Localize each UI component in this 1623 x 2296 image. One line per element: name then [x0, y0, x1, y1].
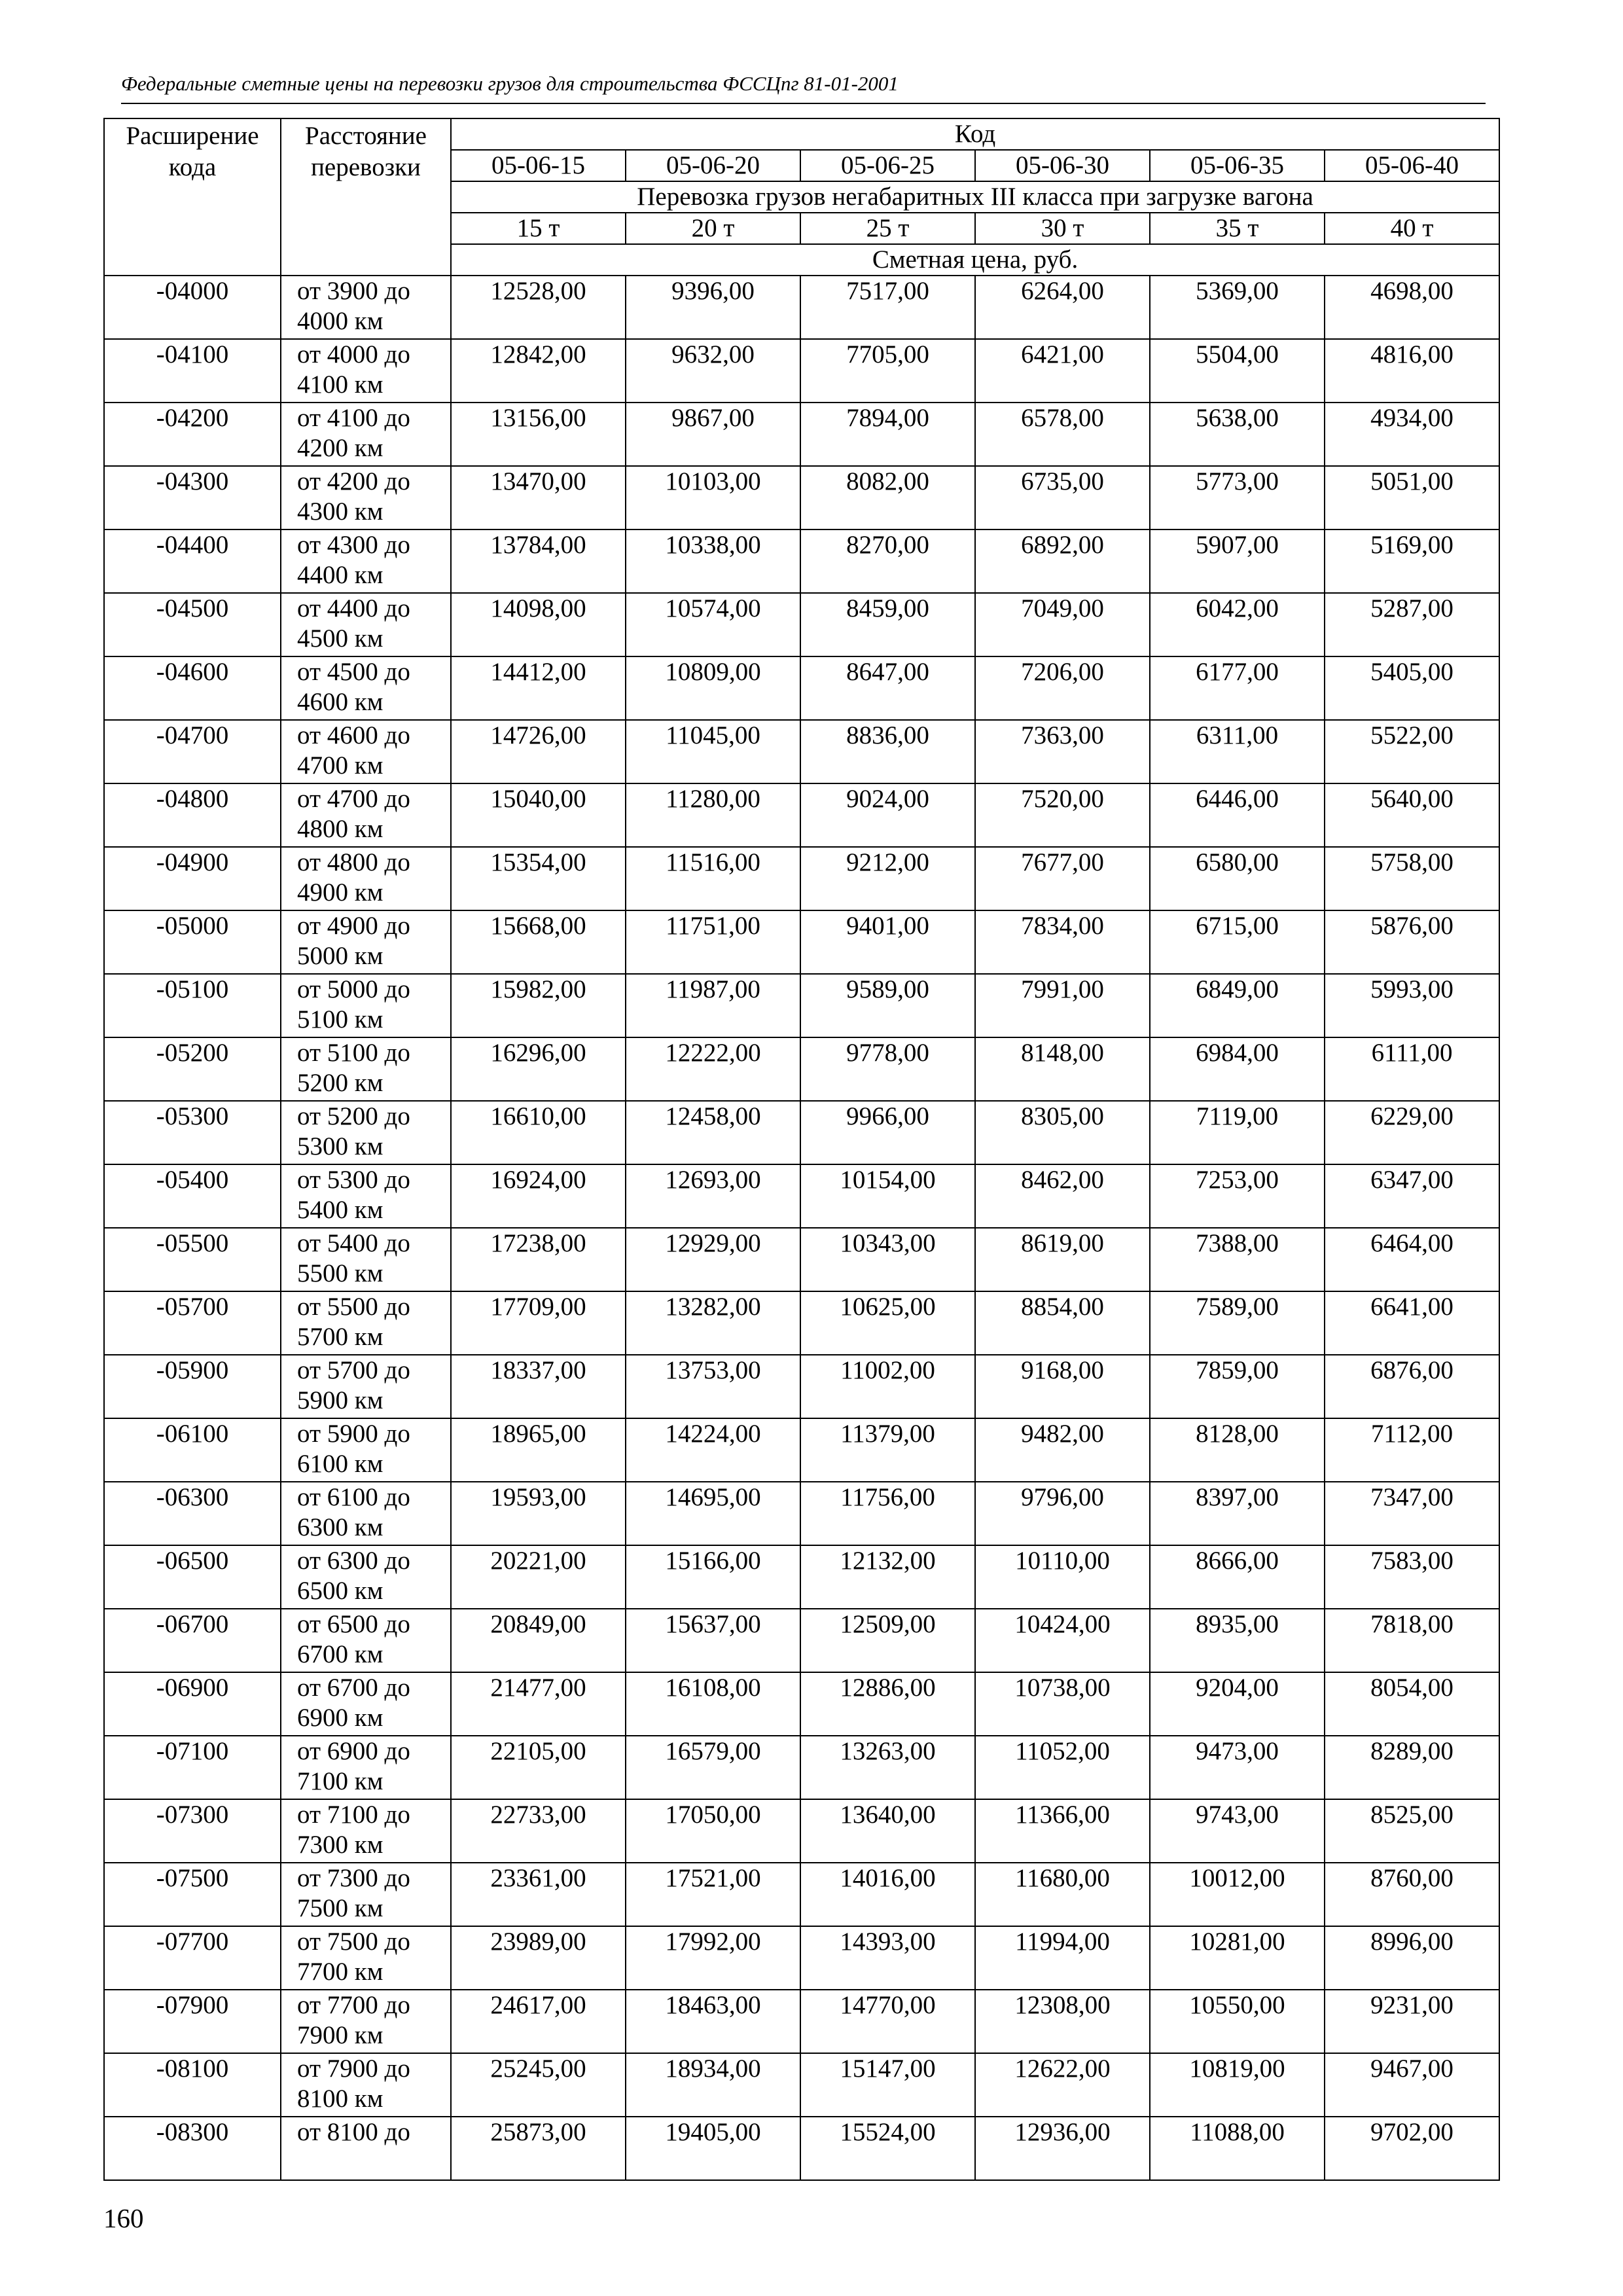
price-cell: 13282,00	[626, 1291, 800, 1355]
price-cell: 14393,00	[800, 1926, 975, 1990]
price-cell: 8128,00	[1150, 1418, 1325, 1482]
code-extension: -04600	[104, 656, 281, 720]
distance-range: от 4800 до 4900 км	[281, 847, 451, 910]
price-cell: 11002,00	[800, 1355, 975, 1418]
price-cell: 13753,00	[626, 1355, 800, 1418]
distance-range: от 7300 до 7500 км	[281, 1863, 451, 1926]
price-cell: 9966,00	[800, 1101, 975, 1164]
price-cell: 10012,00	[1150, 1863, 1325, 1926]
price-cell: 12222,00	[626, 1037, 800, 1101]
price-cell: 5638,00	[1150, 403, 1325, 466]
price-cell: 9401,00	[800, 910, 975, 974]
price-cell: 7206,00	[975, 656, 1150, 720]
price-cell: 9231,00	[1325, 1990, 1499, 2053]
header-load-5: 35 т	[1150, 213, 1325, 244]
code-extension: -06500	[104, 1545, 281, 1609]
table-row	[104, 1926, 1499, 1990]
price-cell: 7859,00	[1150, 1355, 1325, 1418]
header-load-2: 20 т	[626, 213, 800, 244]
code-extension: -05400	[104, 1164, 281, 1228]
distance-range: от 5900 до 6100 км	[281, 1418, 451, 1482]
price-cell: 11680,00	[975, 1863, 1150, 1926]
price-cell: 17050,00	[626, 1799, 800, 1863]
price-cell: 11052,00	[975, 1736, 1150, 1799]
price-cell: 10625,00	[800, 1291, 975, 1355]
price-cell: 6892,00	[975, 529, 1150, 593]
price-cell: 15637,00	[626, 1609, 800, 1672]
header-code-label: Код	[451, 118, 1499, 150]
price-cell: 12693,00	[626, 1164, 800, 1228]
code-extension: -07100	[104, 1736, 281, 1799]
price-cell: 4934,00	[1325, 403, 1499, 466]
distance-range: от 5200 до 5300 км	[281, 1101, 451, 1164]
price-cell: 5369,00	[1150, 276, 1325, 339]
price-cell: 4698,00	[1325, 276, 1499, 339]
distance-range: от 6100 до 6300 км	[281, 1482, 451, 1545]
price-cell: 17521,00	[626, 1863, 800, 1926]
distance-range: от 4600 до 4700 км	[281, 720, 451, 783]
price-cell: 10154,00	[800, 1164, 975, 1228]
price-cell: 18337,00	[451, 1355, 626, 1418]
table-row	[104, 1799, 1499, 1863]
price-cell: 11088,00	[1150, 2117, 1325, 2180]
header-load-6: 40 т	[1325, 213, 1499, 244]
table-row	[104, 1736, 1499, 1799]
price-cell: 9589,00	[800, 974, 975, 1037]
price-cell: 14770,00	[800, 1990, 975, 2053]
table-row	[104, 1609, 1499, 1672]
code-extension: -04000	[104, 276, 281, 339]
price-cell: 8666,00	[1150, 1545, 1325, 1609]
price-cell: 11751,00	[626, 910, 800, 974]
price-cell: 11366,00	[975, 1799, 1150, 1863]
price-cell: 14726,00	[451, 720, 626, 783]
price-cell: 15668,00	[451, 910, 626, 974]
price-cell: 8270,00	[800, 529, 975, 593]
price-cell: 7363,00	[975, 720, 1150, 783]
price-cell: 15147,00	[800, 2053, 975, 2117]
code-extension: -05100	[104, 974, 281, 1037]
code-extension: -08100	[104, 2053, 281, 2117]
price-cell: 5758,00	[1325, 847, 1499, 910]
price-cell: 16579,00	[626, 1736, 800, 1799]
price-cell: 5907,00	[1150, 529, 1325, 593]
price-cell: 20849,00	[451, 1609, 626, 1672]
table-row	[104, 783, 1499, 847]
code-extension: -05300	[104, 1101, 281, 1164]
price-cell: 9482,00	[975, 1418, 1150, 1482]
distance-range: от 4900 до 5000 км	[281, 910, 451, 974]
code-extension: -07700	[104, 1926, 281, 1990]
price-cell: 14098,00	[451, 593, 626, 656]
table-row	[104, 1037, 1499, 1101]
price-cell: 10338,00	[626, 529, 800, 593]
header-price-label: Сметная цена, руб.	[451, 244, 1499, 276]
price-cell: 6446,00	[1150, 783, 1325, 847]
price-cell: 8619,00	[975, 1228, 1150, 1291]
price-cell: 15040,00	[451, 783, 626, 847]
price-cell: 13470,00	[451, 466, 626, 529]
price-cell: 14224,00	[626, 1418, 800, 1482]
distance-range: от 5500 до 5700 км	[281, 1291, 451, 1355]
distance-range: от 4100 до 4200 км	[281, 403, 451, 466]
header-extension: Расширение кода	[104, 118, 281, 276]
price-cell: 12936,00	[975, 2117, 1150, 2180]
code-extension: -04900	[104, 847, 281, 910]
price-cell: 16296,00	[451, 1037, 626, 1101]
price-cell: 6042,00	[1150, 593, 1325, 656]
distance-range: от 5300 до 5400 км	[281, 1164, 451, 1228]
price-cell: 6421,00	[975, 339, 1150, 403]
distance-range: от 4400 до 4500 км	[281, 593, 451, 656]
table-row	[104, 720, 1499, 783]
price-cell: 18965,00	[451, 1418, 626, 1482]
code-extension: -07300	[104, 1799, 281, 1863]
price-cell: 10281,00	[1150, 1926, 1325, 1990]
price-cell: 9702,00	[1325, 2117, 1499, 2180]
price-cell: 6641,00	[1325, 1291, 1499, 1355]
price-cell: 12622,00	[975, 2053, 1150, 2117]
distance-range: от 7900 до 8100 км	[281, 2053, 451, 2117]
price-cell: 10343,00	[800, 1228, 975, 1291]
distance-range: от 5400 до 5500 км	[281, 1228, 451, 1291]
distance-range: от 4500 до 4600 км	[281, 656, 451, 720]
price-cell: 8305,00	[975, 1101, 1150, 1164]
price-cell: 9204,00	[1150, 1672, 1325, 1736]
header-load-4: 30 т	[975, 213, 1150, 244]
price-cell: 18463,00	[626, 1990, 800, 2053]
code-extension: -04300	[104, 466, 281, 529]
distance-range: от 7700 до 7900 км	[281, 1990, 451, 2053]
code-extension: -07900	[104, 1990, 281, 2053]
price-cell: 6578,00	[975, 403, 1150, 466]
price-cell: 9396,00	[626, 276, 800, 339]
table-row	[104, 403, 1499, 466]
code-extension: -06300	[104, 1482, 281, 1545]
header-code-6: 05-06-40	[1325, 150, 1499, 181]
code-extension: -04800	[104, 783, 281, 847]
distance-range: от 7100 до 7300 км	[281, 1799, 451, 1863]
price-cell: 25245,00	[451, 2053, 626, 2117]
table-row	[104, 910, 1499, 974]
table-row	[104, 1482, 1499, 1545]
price-cell: 16108,00	[626, 1672, 800, 1736]
code-extension: -04700	[104, 720, 281, 783]
price-cell: 11994,00	[975, 1926, 1150, 1990]
code-extension: -04500	[104, 593, 281, 656]
page-number: 160	[103, 2203, 144, 2233]
price-cell: 13784,00	[451, 529, 626, 593]
header-code-4: 05-06-30	[975, 150, 1150, 181]
price-cell: 12132,00	[800, 1545, 975, 1609]
price-cell: 17992,00	[626, 1926, 800, 1990]
distance-range: от 4200 до 4300 км	[281, 466, 451, 529]
header-code-2: 05-06-20	[626, 150, 800, 181]
price-cell: 9212,00	[800, 847, 975, 910]
table-row	[104, 339, 1499, 403]
price-cell: 8054,00	[1325, 1672, 1499, 1736]
price-cell: 21477,00	[451, 1672, 626, 1736]
price-cell: 8289,00	[1325, 1736, 1499, 1799]
price-cell: 7818,00	[1325, 1609, 1499, 1672]
price-cell: 7517,00	[800, 276, 975, 339]
price-cell: 9743,00	[1150, 1799, 1325, 1863]
price-cell: 5773,00	[1150, 466, 1325, 529]
price-cell: 11516,00	[626, 847, 800, 910]
price-cell: 5993,00	[1325, 974, 1499, 1037]
price-cell: 6177,00	[1150, 656, 1325, 720]
code-extension: -07500	[104, 1863, 281, 1926]
distance-range: от 6700 до 6900 км	[281, 1672, 451, 1736]
price-cell: 8459,00	[800, 593, 975, 656]
price-cell: 9778,00	[800, 1037, 975, 1101]
price-cell: 7112,00	[1325, 1418, 1499, 1482]
header-row-codes	[104, 118, 1499, 150]
price-cell: 12458,00	[626, 1101, 800, 1164]
price-cell: 14412,00	[451, 656, 626, 720]
price-cell: 7520,00	[975, 783, 1150, 847]
price-cell: 11987,00	[626, 974, 800, 1037]
price-cell: 5287,00	[1325, 593, 1499, 656]
table-row	[104, 1291, 1499, 1355]
distance-range: от 8100 до	[281, 2117, 451, 2180]
code-extension: -04100	[104, 339, 281, 403]
price-cell: 5876,00	[1325, 910, 1499, 974]
price-cell: 12509,00	[800, 1609, 975, 1672]
price-cell: 5522,00	[1325, 720, 1499, 783]
code-extension: -05200	[104, 1037, 281, 1101]
price-cell: 6464,00	[1325, 1228, 1499, 1291]
code-extension: -06900	[104, 1672, 281, 1736]
price-cell: 9467,00	[1325, 2053, 1499, 2117]
price-cell: 11280,00	[626, 783, 800, 847]
price-table	[103, 118, 1500, 2181]
price-cell: 7253,00	[1150, 1164, 1325, 1228]
price-cell: 22733,00	[451, 1799, 626, 1863]
price-cell: 18934,00	[626, 2053, 800, 2117]
price-cell: 15524,00	[800, 2117, 975, 2180]
price-cell: 14695,00	[626, 1482, 800, 1545]
table-row	[104, 1355, 1499, 1418]
price-cell: 17709,00	[451, 1291, 626, 1355]
code-extension: -04400	[104, 529, 281, 593]
price-cell: 6735,00	[975, 466, 1150, 529]
price-cell: 7991,00	[975, 974, 1150, 1037]
table-row	[104, 466, 1499, 529]
distance-range: от 7500 до 7700 км	[281, 1926, 451, 1990]
table-row	[104, 1672, 1499, 1736]
price-cell: 8082,00	[800, 466, 975, 529]
price-cell: 13263,00	[800, 1736, 975, 1799]
price-cell: 5504,00	[1150, 339, 1325, 403]
price-cell: 17238,00	[451, 1228, 626, 1291]
price-cell: 11045,00	[626, 720, 800, 783]
price-cell: 7119,00	[1150, 1101, 1325, 1164]
distance-range: от 5000 до 5100 км	[281, 974, 451, 1037]
price-cell: 13156,00	[451, 403, 626, 466]
price-cell: 5640,00	[1325, 783, 1499, 847]
price-cell: 12308,00	[975, 1990, 1150, 2053]
price-cell: 7049,00	[975, 593, 1150, 656]
price-cell: 8462,00	[975, 1164, 1150, 1228]
price-cell: 7583,00	[1325, 1545, 1499, 1609]
price-cell: 8996,00	[1325, 1926, 1499, 1990]
price-cell: 20221,00	[451, 1545, 626, 1609]
price-cell: 7894,00	[800, 403, 975, 466]
code-extension: -05900	[104, 1355, 281, 1418]
price-cell: 19405,00	[626, 2117, 800, 2180]
price-cell: 9168,00	[975, 1355, 1150, 1418]
distance-range: от 5100 до 5200 км	[281, 1037, 451, 1101]
price-cell: 24617,00	[451, 1990, 626, 2053]
price-cell: 4816,00	[1325, 339, 1499, 403]
table-row	[104, 1418, 1499, 1482]
price-cell: 8760,00	[1325, 1863, 1499, 1926]
price-cell: 6580,00	[1150, 847, 1325, 910]
code-extension: -06100	[104, 1418, 281, 1482]
price-cell: 10819,00	[1150, 2053, 1325, 2117]
price-cell: 5169,00	[1325, 529, 1499, 593]
price-cell: 16924,00	[451, 1164, 626, 1228]
header-load-3: 25 т	[800, 213, 975, 244]
price-cell: 10809,00	[626, 656, 800, 720]
price-cell: 8647,00	[800, 656, 975, 720]
price-cell: 8397,00	[1150, 1482, 1325, 1545]
table-row	[104, 593, 1499, 656]
price-cell: 6715,00	[1150, 910, 1325, 974]
price-cell: 8836,00	[800, 720, 975, 783]
price-cell: 9024,00	[800, 783, 975, 847]
price-cell: 10550,00	[1150, 1990, 1325, 2053]
header-distance: Расстояние перевозки	[281, 118, 451, 276]
table-row	[104, 974, 1499, 1037]
price-cell: 12842,00	[451, 339, 626, 403]
price-cell: 10110,00	[975, 1545, 1150, 1609]
code-extension: -05500	[104, 1228, 281, 1291]
price-cell: 9867,00	[626, 403, 800, 466]
price-cell: 6849,00	[1150, 974, 1325, 1037]
code-extension: -04200	[104, 403, 281, 466]
price-cell: 19593,00	[451, 1482, 626, 1545]
price-cell: 7388,00	[1150, 1228, 1325, 1291]
price-cell: 14016,00	[800, 1863, 975, 1926]
distance-range: от 4300 до 4400 км	[281, 529, 451, 593]
table-row	[104, 1228, 1499, 1291]
running-head: Федеральные сметные цены на перевозки грузов для строительства ФССЦпг 81-01-2001	[121, 72, 899, 95]
price-cell: 11756,00	[800, 1482, 975, 1545]
price-cell: 23361,00	[451, 1863, 626, 1926]
code-extension: -05700	[104, 1291, 281, 1355]
price-cell: 7834,00	[975, 910, 1150, 974]
price-cell: 15354,00	[451, 847, 626, 910]
distance-range: от 4700 до 4800 км	[281, 783, 451, 847]
price-cell: 11379,00	[800, 1418, 975, 1482]
header-load-1: 15 т	[451, 213, 626, 244]
price-cell: 6111,00	[1325, 1037, 1499, 1101]
code-extension: -05000	[104, 910, 281, 974]
table-body	[104, 276, 1499, 2180]
header-code-3: 05-06-25	[800, 150, 975, 181]
price-cell: 7347,00	[1325, 1482, 1499, 1545]
price-cell: 13640,00	[800, 1799, 975, 1863]
distance-range: от 6300 до 6500 км	[281, 1545, 451, 1609]
price-cell: 6311,00	[1150, 720, 1325, 783]
header-code-1: 05-06-15	[451, 150, 626, 181]
distance-range: от 5700 до 5900 км	[281, 1355, 451, 1418]
price-cell: 6347,00	[1325, 1164, 1499, 1228]
table-row	[104, 529, 1499, 593]
price-cell: 15982,00	[451, 974, 626, 1037]
price-cell: 25873,00	[451, 2117, 626, 2180]
table-row	[104, 276, 1499, 339]
price-cell: 12528,00	[451, 276, 626, 339]
distance-range: от 4000 до 4100 км	[281, 339, 451, 403]
price-cell: 6229,00	[1325, 1101, 1499, 1164]
price-cell: 12929,00	[626, 1228, 800, 1291]
price-cell: 5405,00	[1325, 656, 1499, 720]
price-cell: 8935,00	[1150, 1609, 1325, 1672]
price-cell: 9632,00	[626, 339, 800, 403]
price-cell: 23989,00	[451, 1926, 626, 1990]
price-cell: 10103,00	[626, 466, 800, 529]
price-cell: 8854,00	[975, 1291, 1150, 1355]
price-cell: 7705,00	[800, 339, 975, 403]
distance-range: от 3900 до 4000 км	[281, 276, 451, 339]
table-row	[104, 1164, 1499, 1228]
header-cargo-description: Перевозка грузов негабаритных III класса при загрузке вагона	[451, 181, 1499, 213]
table-row	[104, 656, 1499, 720]
distance-range: от 6900 до 7100 км	[281, 1736, 451, 1799]
price-cell: 6876,00	[1325, 1355, 1499, 1418]
header-code-5: 05-06-35	[1150, 150, 1325, 181]
price-cell: 6984,00	[1150, 1037, 1325, 1101]
table-row	[104, 2053, 1499, 2117]
price-cell: 12886,00	[800, 1672, 975, 1736]
table-row	[104, 1863, 1499, 1926]
price-cell: 10738,00	[975, 1672, 1150, 1736]
price-cell: 5051,00	[1325, 466, 1499, 529]
price-cell: 8525,00	[1325, 1799, 1499, 1863]
price-cell: 22105,00	[451, 1736, 626, 1799]
price-cell: 16610,00	[451, 1101, 626, 1164]
price-cell: 10424,00	[975, 1609, 1150, 1672]
price-cell: 8148,00	[975, 1037, 1150, 1101]
table-row	[104, 2117, 1499, 2180]
price-cell: 9796,00	[975, 1482, 1150, 1545]
distance-range: от 6500 до 6700 км	[281, 1609, 451, 1672]
price-cell: 15166,00	[626, 1545, 800, 1609]
code-extension: -08300	[104, 2117, 281, 2180]
price-cell: 7677,00	[975, 847, 1150, 910]
price-cell: 6264,00	[975, 276, 1150, 339]
table-row	[104, 847, 1499, 910]
price-cell: 10574,00	[626, 593, 800, 656]
table-row	[104, 1545, 1499, 1609]
price-cell: 7589,00	[1150, 1291, 1325, 1355]
table-row	[104, 1990, 1499, 2053]
code-extension: -06700	[104, 1609, 281, 1672]
price-cell: 9473,00	[1150, 1736, 1325, 1799]
header-rule	[121, 103, 1486, 104]
table-row	[104, 1101, 1499, 1164]
